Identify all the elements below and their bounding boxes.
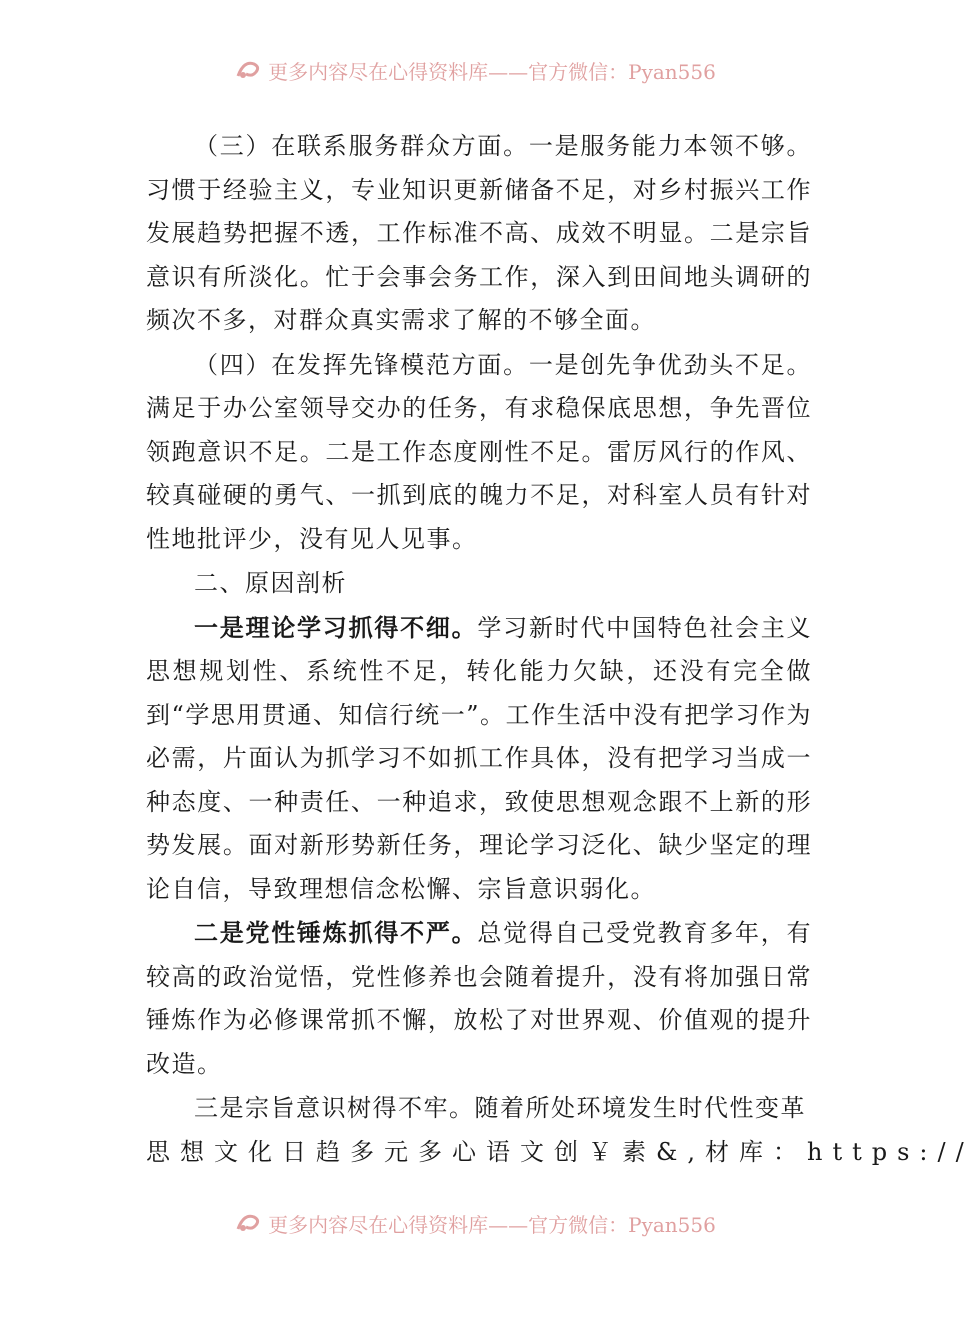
- document-body: [146, 124, 974, 1174]
- paragraph-continuation-line: 思想文化日趋多元多心语文创￥素&,材库：https://: [146, 1137, 974, 1166]
- paragraph-party-spirit: 二是党性锤炼抓得不严。总觉得自己受党教育多年，有较高的政治觉悟，党性修养也会随着提升，没有将加强日常锤炼作为必修课常抓不懈，放松了对世界观、价值观的提升改造。: [146, 918, 813, 1078]
- paragraph-service: （三）在联系服务群众方面。一是服务能力本领不够。习惯于经验主义，专业知识更新储备不足，对乡村振兴工作发展趋势把握不透，工作标准不高、成效不明显。二是宗旨意识有所淡化。忙于会事会务工作，深入到田间地头调研的频次不多，对群众真实需求了解的不够全面。: [146, 132, 812, 334]
- section-heading-causes: 二、原因剖析: [194, 569, 347, 597]
- paragraph-purpose-awareness: 三是宗旨意识树得不牢。随着所处环境发生时代性变革: [194, 1094, 806, 1122]
- watermark-header: [0, 50, 950, 90]
- watermark-footer: [0, 1203, 950, 1243]
- brand-logo-icon: [234, 58, 262, 82]
- watermark-text: 更多内容尽在心得资料库——官方微信：Pyan556: [268, 1212, 716, 1237]
- paragraph-pioneer: （四）在发挥先锋模范方面。一是创先争优劲头不足。满足于办公室领导交办的任务，有求稳保底思想，争先晋位领跑意识不足。二是工作态度刚性不足。雷厉风行的作风、较真碰硬的勇气、一抓到底的魄力不足，对科室人员有针对性地批评少，没有见人见事。: [146, 350, 812, 553]
- paragraph-theory-study: 一是理论学习抓得不细。学习新时代中国特色社会主义思想规划性、系统性不足，转化能力欠缺，还没有完全做到“学思用贯通、知信行统一”。工作生活中没有把学习作为必需，片面认为抓学习不如抓工作具体，没有把学习当成一种态度、一种责任、一种追求，致使思想观念跟不上新的形势发展。面对新形势新任务，理论学习泛化、缺少坚定的理论自信，导致理想信念松懈、宗旨意识弱化。: [146, 612, 813, 903]
- watermark-text: 更多内容尽在心得资料库——官方微信：Pyan556: [268, 59, 716, 84]
- brand-logo-icon: [234, 1211, 262, 1235]
